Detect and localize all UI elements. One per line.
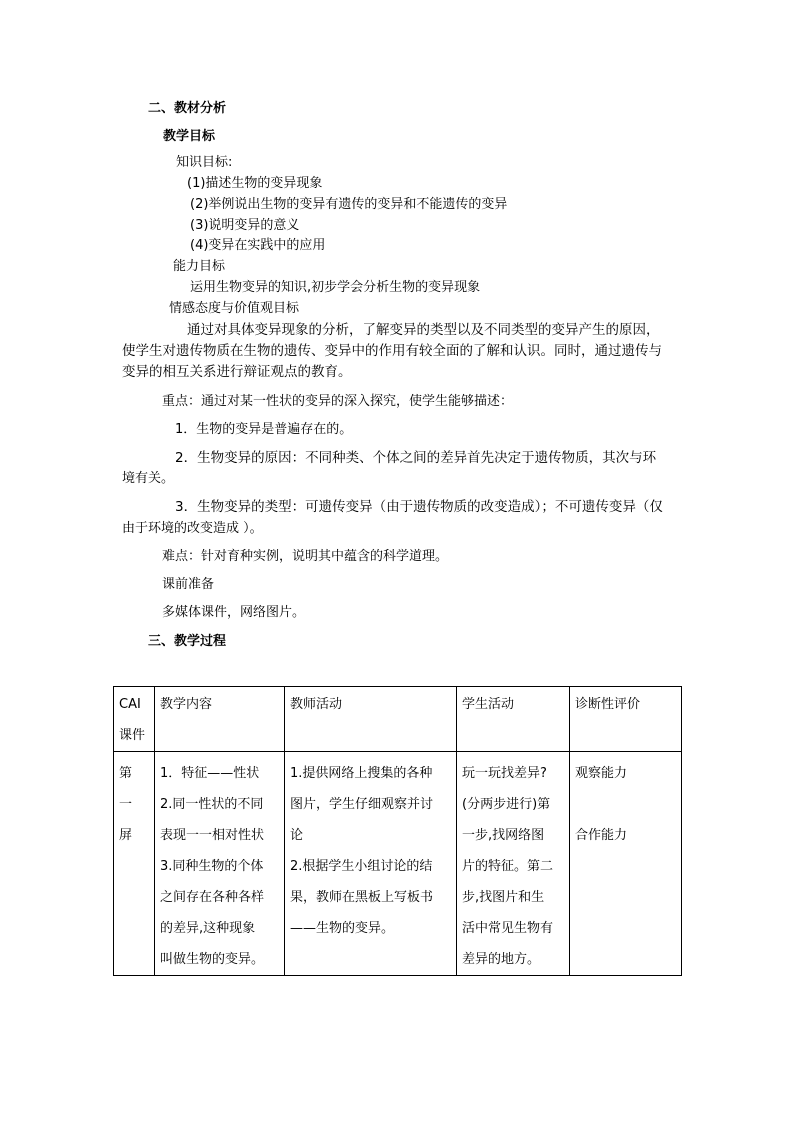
cell-line: 差异的地方。	[462, 952, 541, 967]
header-evaluation-label: 诊断性评价	[575, 697, 641, 712]
cell-line: 1．特征——性状	[160, 766, 260, 781]
difficulty: 难点：针对育种实例，说明其中蕴含的科学道理。	[162, 549, 449, 564]
ability-title: 能力目标	[173, 259, 226, 274]
cell-line: 步,找图片和生	[462, 890, 545, 905]
cell-line: 表现一一相对性状	[160, 828, 265, 843]
section-heading-process: 三、教学过程	[148, 634, 227, 649]
cell-line: 活中常见生物有	[462, 921, 554, 936]
cell-line: ——生物的变异。	[290, 921, 395, 936]
cell-student	[457, 752, 570, 976]
key-point-cont: 境有关。	[122, 471, 175, 486]
cell-line: 论	[290, 828, 304, 843]
lesson-table	[113, 686, 682, 976]
cell-line: 一步,找网络图	[462, 828, 545, 843]
knowledge-title: 知识目标:	[176, 155, 233, 170]
cell-line: (分两步进行)第	[462, 797, 551, 812]
knowledge-item: (3)说明变异的意义	[190, 218, 300, 233]
knowledge-item: (4)变异在实践中的应用	[190, 238, 326, 253]
cell-line: 的差异,这种现象	[160, 921, 256, 936]
key-point-cont: 由于环境的改变造成 ）。	[122, 521, 263, 536]
knowledge-item: (1)描述生物的变异现象	[187, 176, 323, 191]
header-cai-line: 课件	[119, 728, 146, 743]
emotion-text-line: 通过对具体变异现象的分析，了解变异的类型以及不同类型的变异产生的原因，	[187, 322, 660, 338]
key-point: 3．生物变异的类型：可遗传变异（由于遗传物质的改变造成）；不可遗传变异（仅	[175, 499, 663, 515]
header-teacher-label: 教师活动	[290, 697, 343, 712]
cell-line: 屏	[119, 828, 133, 843]
cell-spacer	[575, 789, 676, 820]
table-header-row	[114, 687, 682, 752]
key-point: 2．生物变异的原因：不同种类、个体之间的差异首先决定于遗传物质，其次与环	[175, 450, 657, 466]
emotion-title: 情感态度与价值观目标	[169, 301, 300, 316]
goals-title: 教学目标	[163, 129, 216, 144]
cell-line: 观察能力	[575, 766, 628, 781]
header-cai-line: CAI	[119, 697, 141, 712]
header-student-label: 学生活动	[462, 697, 515, 712]
header-content-label: 教学内容	[160, 697, 213, 712]
cell-line: 之间存在各种各样	[160, 890, 265, 905]
cell-line: 1.提供网络上搜集的各种	[290, 766, 433, 781]
cell-evaluation	[570, 752, 682, 976]
cell-cai	[114, 752, 155, 976]
cell-line: 合作能力	[575, 828, 628, 843]
table-row	[114, 752, 682, 976]
cell-content	[155, 752, 285, 976]
cell-line: 玩一玩找差异?	[462, 766, 547, 781]
header-content	[155, 687, 285, 752]
emotion-text-line: 变异的相互关系进行辩证观点的教育。	[122, 364, 352, 380]
cell-line: 片的特征。第二	[462, 859, 554, 874]
section-heading-analysis: 二、教材分析	[148, 101, 227, 116]
cell-line: 2.根据学生小组讨论的结	[290, 859, 433, 874]
prep-title: 课前准备	[162, 577, 215, 592]
key-point: 1．生物的变异是普遍存在的。	[175, 422, 353, 437]
cell-teacher	[285, 752, 457, 976]
header-teacher	[285, 687, 457, 752]
cell-line: 果，教师在黑板上写板书	[290, 890, 434, 905]
cell-line: 叫做生物的变异。	[160, 952, 265, 967]
knowledge-item: (2)举例说出生物的变异有遗传的变异和不能遗传的变异	[190, 197, 508, 212]
header-evaluation	[570, 687, 682, 752]
cell-line: 图片，学生仔细观察并讨	[290, 797, 434, 812]
cell-line: 3.同种生物的个体	[160, 859, 264, 874]
key-points-title: 重点：通过对某一性状的变异的深入探究，使学生能够描述：	[162, 394, 514, 409]
cell-line: 一	[119, 797, 133, 812]
emotion-text-line: 使学生对遗传物质在生物的遗传、变异中的作用有较全面的了解和认识。同时，通过遗传与	[122, 343, 662, 359]
ability-text: 运用生物变异的知识,初步学会分析生物的变异现象	[190, 280, 481, 295]
header-student	[457, 687, 570, 752]
header-cai	[114, 687, 155, 752]
cell-line: 2.同一性状的不同	[160, 797, 264, 812]
cell-line: 第	[119, 766, 133, 781]
prep-text: 多媒体课件，网络图片。	[162, 605, 306, 620]
